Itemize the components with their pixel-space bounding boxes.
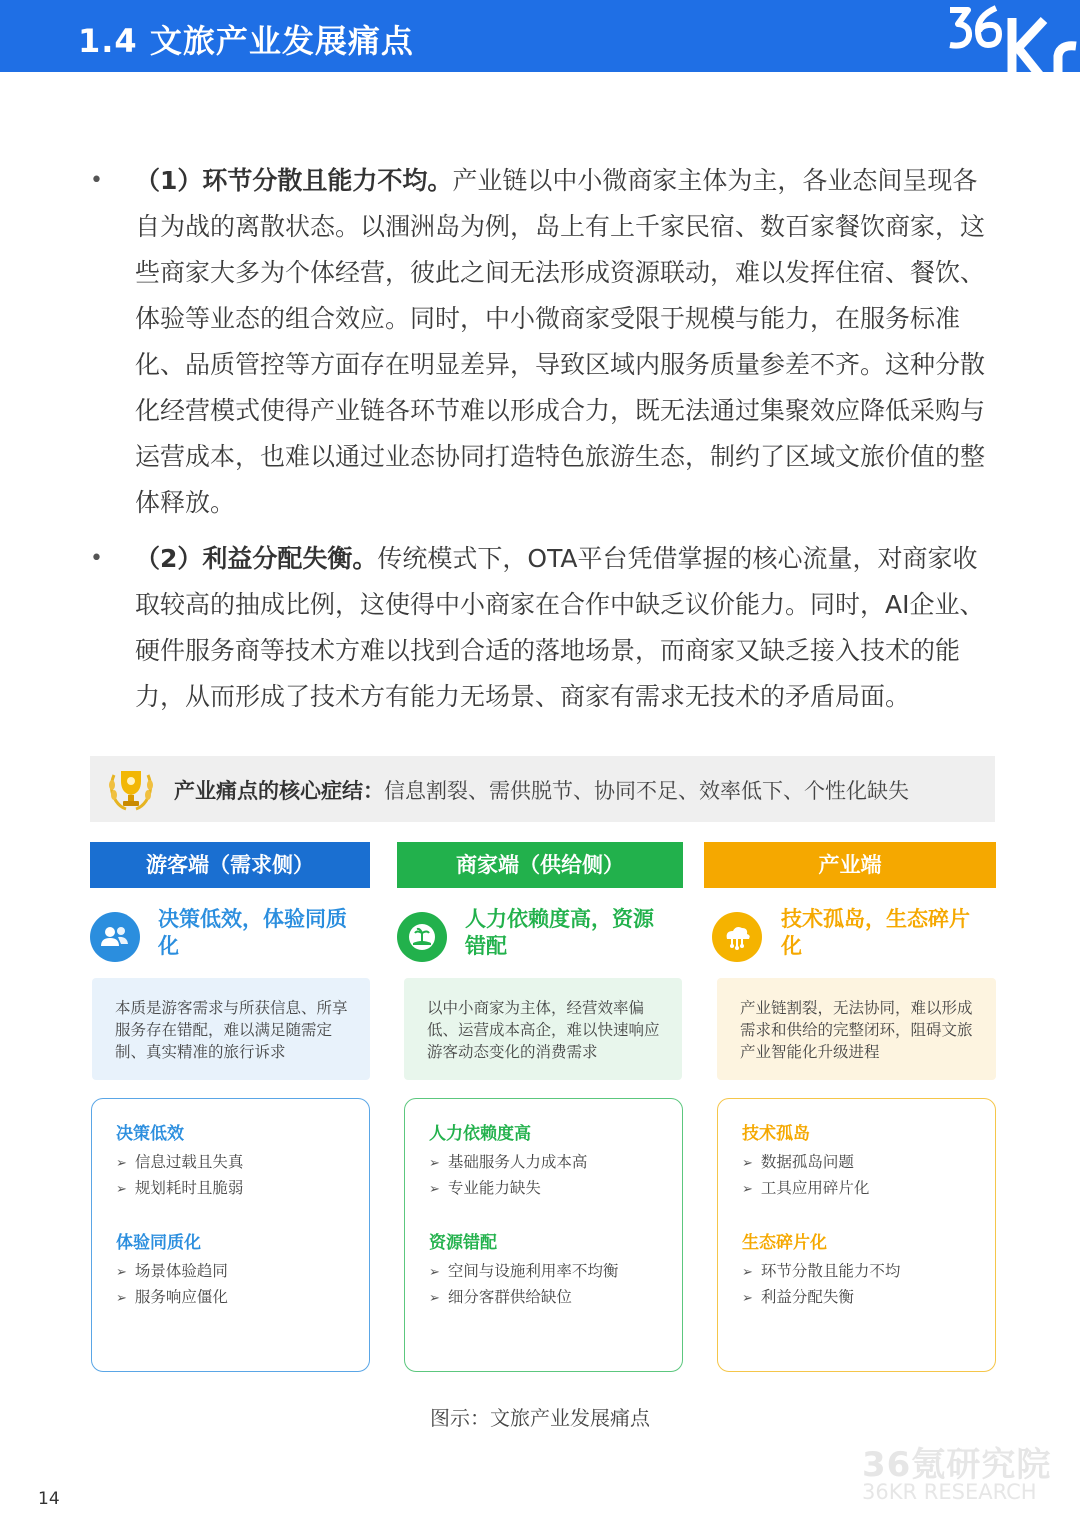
arrow-icon: ➢ (742, 1291, 753, 1306)
bullet-lead: （2）利益分配失衡。 (135, 544, 378, 573)
group-item: ➢ 数据孤岛问题 (742, 1153, 854, 1171)
column-title: 技术孤岛，生态碎片化 (781, 907, 970, 958)
group-item: ➢ 工具应用碎片化 (742, 1179, 870, 1197)
bullet-dot: • (90, 546, 103, 571)
column-detail-box (404, 1098, 683, 1372)
users-icon (90, 912, 140, 962)
group-title: 技术孤岛 (742, 1124, 810, 1144)
arrow-icon: ➢ (429, 1182, 440, 1197)
arrow-icon: ➢ (742, 1182, 753, 1197)
column-title: 人力依赖度高，资源错配 (465, 907, 654, 958)
arrow-icon: ➢ (116, 1265, 127, 1280)
arrow-icon: ➢ (742, 1156, 753, 1171)
summary-text (174, 775, 909, 805)
group-item: ➢ 服务响应僵化 (116, 1288, 228, 1306)
group-item: ➢ 专业能力缺失 (429, 1179, 541, 1197)
arrow-icon: ➢ (116, 1291, 127, 1306)
arrow-icon: ➢ (429, 1156, 440, 1171)
page-title: 1.4 文旅产业发展痛点 (78, 22, 414, 60)
column-merchant (397, 842, 683, 1306)
group-title: 人力依赖度高 (429, 1124, 531, 1144)
arrow-icon: ➢ (429, 1291, 440, 1306)
column-detail-box (91, 1098, 370, 1372)
column-header: 产业端 (704, 842, 996, 888)
column-description: 本质是游客需求与所获信息、所享服务存在错配，难以满足随需定制、真实精准的旅行诉求 (92, 978, 370, 1080)
36kr-logo (944, 0, 1080, 72)
column-description: 以中小商家为主体，经营效率偏低、运营成本高企，难以快速响应游客动态变化的消费需求 (404, 978, 682, 1080)
column-header: 商家端（供给侧） (397, 842, 683, 888)
bullet-dot: • (90, 168, 103, 193)
arrow-icon: ➢ (429, 1265, 440, 1280)
column-tourist (90, 842, 370, 1306)
trophy-icon (106, 765, 156, 813)
bullet-item (90, 536, 1000, 720)
group-title: 决策低效 (116, 1124, 184, 1144)
group-item: ➢ 环节分散且能力不均 (742, 1262, 901, 1280)
page-number: 14 (38, 1489, 60, 1509)
page-header (0, 0, 1080, 72)
figure-caption: 图示：文旅产业发展痛点 (430, 1406, 650, 1430)
group-title: 生态碎片化 (742, 1233, 827, 1253)
island-icon (397, 912, 447, 962)
body-bullets (90, 158, 1000, 730)
group-item: ➢ 细分客群供给缺位 (429, 1288, 572, 1306)
bullet-text: 产业链以中小微商家主体为主，各业态间呈现各自为战的离散状态。以涠洲岛为例，岛上有上千家民宿、数百家餐饮商家，这些商家大多为个体经营，彼此之间无法形成资源联动，难以发挥住宿、餐饮、体验等业态的组合效应。同时，中小微商家受限于规模与能力，在服务标准化、品质管控等方面存在明显差异，导致区域内服务质量参差不齐。这种分散化经营模式使得产业链各环节难以形成合力，既无法通过集聚效应降低采购与运营成本，也难以通过业态协同打造特色旅游生态，制约了区域文旅价值的整体释放。 (135, 166, 986, 517)
group-item: ➢ 规划耗时且脆弱 (116, 1179, 244, 1197)
group-item: ➢ 信息过载且失真 (116, 1153, 244, 1171)
bullet-lead: （1）环节分散且能力不均。 (135, 166, 453, 195)
arrow-icon: ➢ (116, 1182, 127, 1197)
arrow-icon: ➢ (116, 1156, 127, 1171)
column-detail-box (717, 1098, 996, 1372)
group-item: ➢ 空间与设施利用率不均衡 (429, 1262, 619, 1280)
group-title: 资源错配 (429, 1233, 497, 1253)
arrow-icon: ➢ (742, 1265, 753, 1280)
cloud-network-icon (712, 912, 762, 962)
column-industry (704, 842, 996, 1306)
watermark-title: 36氪研究院 (862, 1445, 1052, 1485)
summary-bar (90, 756, 995, 822)
group-item: ➢ 基础服务人力成本高 (429, 1153, 588, 1171)
bullet-text: 传统模式下，OTA平台凭借掌握的核心流量，对商家收取较高的抽成比例，这使得中小商家在合作中缺乏议价能力。同时，AI企业、硬件服务商等技术方难以找到合适的落地场景，而商家又缺乏接入技术的能力，从而形成了技术方有能力无场景、商家有需求无技术的矛盾局面。 (135, 544, 985, 711)
summary-value: 信息割裂、需供脱节、协同不足、效率低下、个性化缺失 (384, 779, 909, 803)
group-title: 体验同质化 (116, 1233, 201, 1253)
group-item: ➢ 利益分配失衡 (742, 1288, 854, 1306)
bullet-item (90, 158, 1000, 526)
column-title: 决策低效，体验同质化 (158, 907, 347, 958)
watermark-subtitle: 36KR RESEARCH (862, 1480, 1037, 1504)
summary-label: 产业痛点的核心症结： (174, 779, 384, 803)
column-description: 产业链割裂，无法协同，难以形成需求和供给的完整闭环，阻碍文旅产业智能化升级进程 (717, 978, 996, 1080)
group-item: ➢ 场景体验趋同 (116, 1262, 228, 1280)
column-header: 游客端（需求侧） (90, 842, 370, 888)
